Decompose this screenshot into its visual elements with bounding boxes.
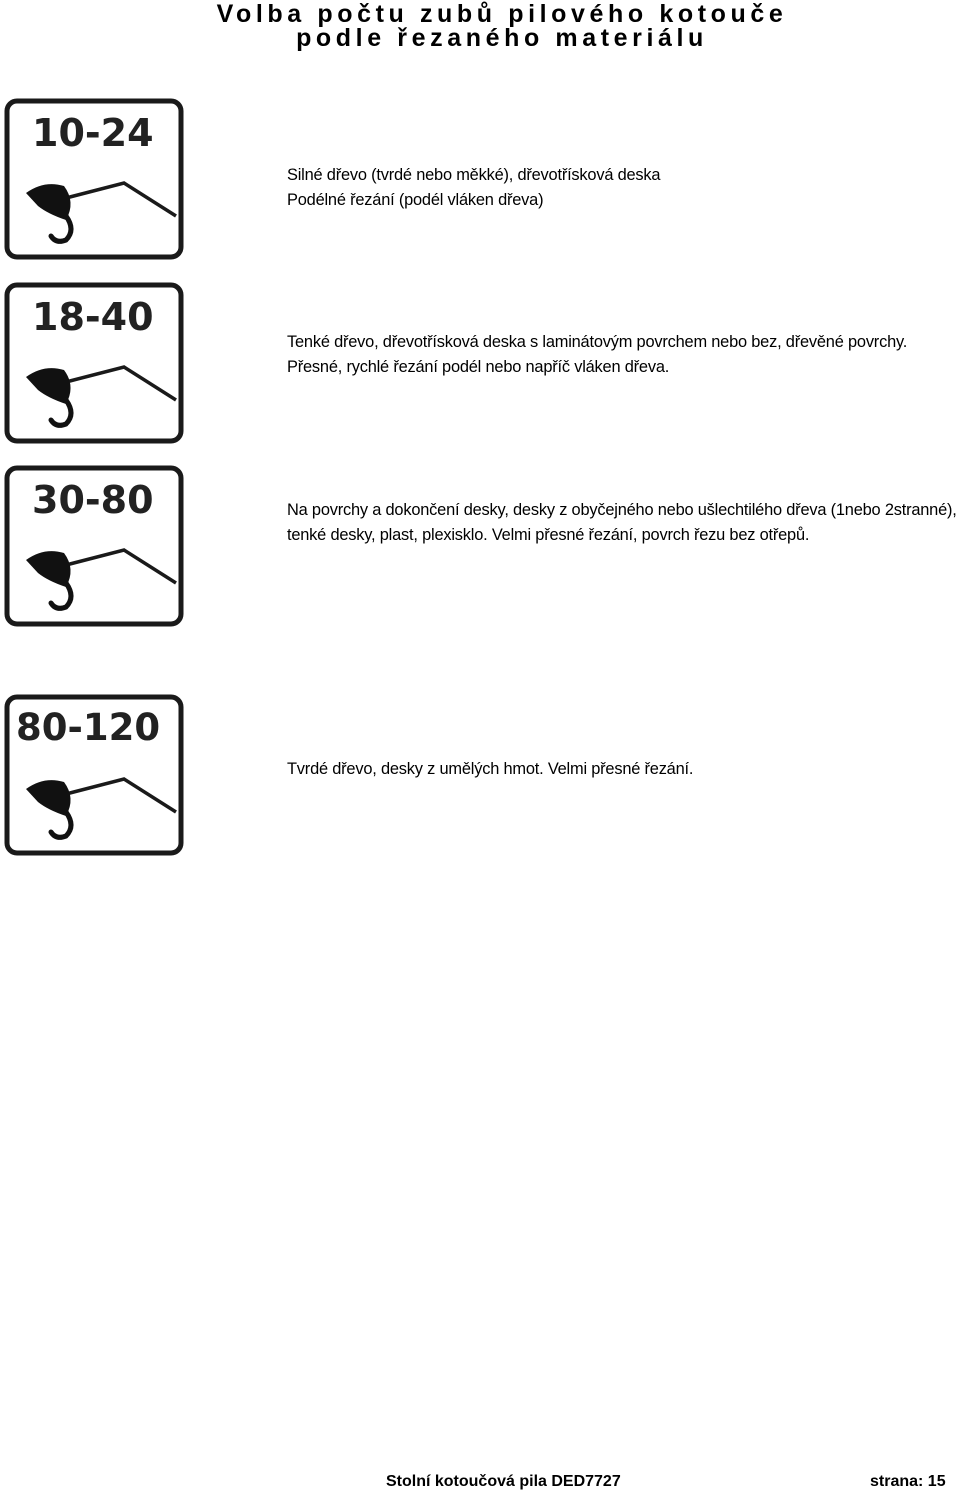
description-line: tenké desky, plast, plexisklo. Velmi přesné řezání, povrch řezu bez otřepů. bbox=[287, 525, 810, 544]
description-10-24 bbox=[287, 163, 660, 212]
footer-product-name: Stolní kotoučová pila DED7727 bbox=[386, 1473, 621, 1490]
teeth-range-label: 18-40 bbox=[32, 295, 154, 339]
saw-blade-teeth-icon bbox=[4, 282, 184, 444]
title-line-1: Volba počtu zubů pilového kotouče bbox=[216, 0, 788, 28]
saw-blade-teeth-icon bbox=[4, 98, 184, 260]
teeth-range-label: 80-120 bbox=[16, 706, 161, 749]
teeth-range-label: 10-24 bbox=[32, 111, 154, 155]
description-80-120 bbox=[287, 757, 693, 782]
description-line: Podélné řezání (podél vláken dřeva) bbox=[287, 190, 544, 209]
saw-blade-teeth-icon bbox=[4, 465, 184, 627]
description-line: Silné dřevo (tvrdé nebo měkké), dřevotřísková deska bbox=[287, 166, 661, 184]
description-30-80 bbox=[287, 498, 957, 547]
description-line: Tenké dřevo, dřevotřísková deska s laminátovým povrchem nebo bez, dřevěné povrchy. bbox=[287, 333, 908, 351]
footer-page-number: strana: 15 bbox=[870, 1473, 946, 1490]
description-line: Na povrchy a dokončení desky, desky z obyčejného nebo ušlechtilého dřeva (1nebo 2stranné), bbox=[287, 501, 957, 519]
saw-blade-teeth-icon bbox=[4, 694, 184, 856]
description-line: Tvrdé dřevo, desky z umělých hmot. Velmi přesné řezání. bbox=[287, 760, 694, 778]
description-line: Přesné, rychlé řezání podél nebo napříč vláken dřeva. bbox=[287, 357, 670, 376]
description-18-40 bbox=[287, 330, 907, 379]
title-line-2: podle řezaného materiálu bbox=[296, 24, 708, 52]
teeth-range-label: 30-80 bbox=[32, 478, 154, 522]
